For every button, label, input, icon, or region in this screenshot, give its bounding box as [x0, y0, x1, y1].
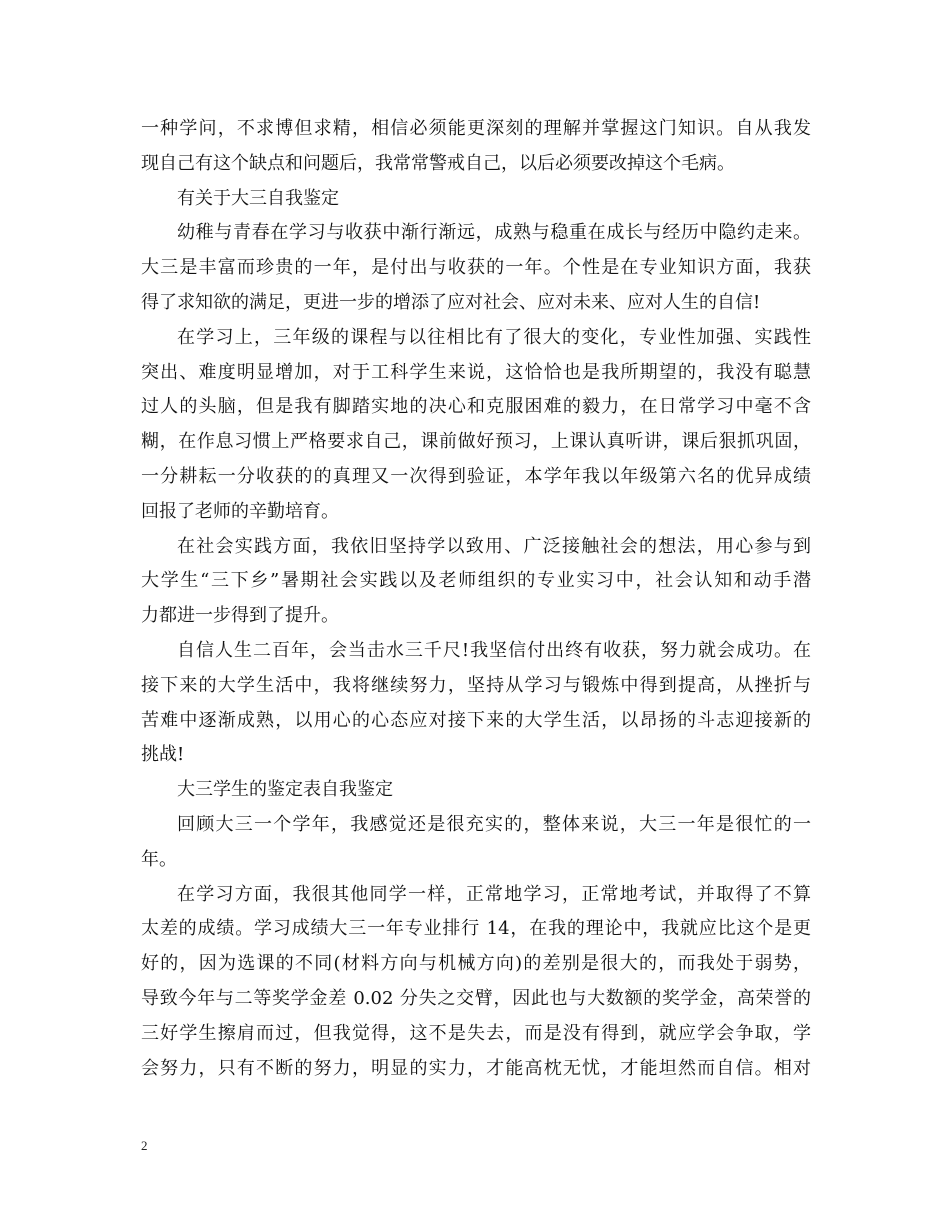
text-line: 三好学生擦肩而过，但我觉得，这不是失去，而是没有得到，就应学会争取，学 [141, 1022, 811, 1044]
text-line: 幼稚与青春在学习与收获中渐行渐远，成熟与稳重在成长与经历中隐约走来。 [177, 222, 811, 244]
text-line: 太差的成绩。学习成绩大三一年专业排行 14，在我的理论中，我就应比这个是更 [141, 918, 811, 940]
section-heading: 大三学生的鉴定表自我鉴定 [177, 779, 393, 801]
text-line: 自信人生二百年，会当击水三千尺!我坚信付出终有收获，努力就会成功。在 [177, 639, 811, 661]
text-line: 得了求知欲的满足，更进一步的增添了应对社会、应对未来、应对人生的自信! [141, 291, 761, 313]
text-line: 接下来的大学生活中，我将继续努力，坚持从学习与锻炼中得到提高，从挫折与 [141, 674, 811, 696]
text-line: 大三是丰富而珍贵的一年，是付出与收获的一年。个性是在专业知识方面，我获 [141, 257, 811, 279]
text-line: 回报了老师的辛勤培育。 [141, 500, 339, 522]
text-line: 在学习上，三年级的课程与以往相比有了很大的变化，专业性加强、实践性 [177, 326, 811, 348]
text-line: 一分耕耘一分收获的的真理又一次得到验证，本学年我以年级第六名的优异成绩 [141, 465, 811, 487]
text-line: 一种学问，不求博但求精，相信必须能更深刻的理解并掌握这门知识。自从我发 [141, 118, 811, 139]
text-line: 导致今年与二等奖学金差 0.02 分失之交臂，因此也与大数额的奖学金，高荣誉的 [141, 987, 811, 1009]
text-line: 过人的头脑，但是我有脚踏实地的决心和克服困难的毅力，在日常学习中毫不含 [141, 396, 811, 418]
text-line: 突出、难度明显增加，对于工科学生来说，这恰恰也是我所期望的，我没有聪慧 [141, 361, 811, 383]
text-line: 在社会实践方面，我依旧坚持学以致用、广泛接触社会的想法，用心参与到 [177, 535, 811, 557]
text-line: 大学生“三下乡”暑期社会实践以及老师组织的专业实习中，社会认知和动手潜 [141, 570, 811, 592]
text-line: 回顾大三一个学年，我感觉还是很充实的，整体来说，大三一年是很忙的一 [177, 813, 811, 835]
document-body [141, 112, 811, 1086]
section-heading: 有关于大三自我鉴定 [177, 187, 339, 209]
text-line: 糊，在作息习惯上严格要求自己，课前做好预习，上课认真听讲，课后狠抓巩固， [141, 431, 811, 453]
text-line: 年。 [141, 848, 177, 870]
text-line: 现自己有这个缺点和问题后，我常常警戒自己，以后必须要改掉这个毛病。 [141, 152, 735, 174]
text-line: 在学习方面，我很其他同学一样，正常地学习，正常地考试，并取得了不算 [177, 883, 811, 905]
text-line: 会努力，只有不断的努力，明显的实力，才能高枕无忧，才能坦然而自信。相对 [141, 1057, 811, 1079]
page-number: 2 [141, 1138, 148, 1153]
text-line: 力都进一步得到了提升。 [141, 605, 339, 627]
text-line: 挑战! [141, 744, 185, 766]
text-line: 苦难中逐渐成熟，以用心的心态应对接下来的大学生活，以昂扬的斗志迎接新的 [141, 709, 811, 731]
text-line: 好的，因为选课的不同(材料方向与机械方向)的差别是很大的，而我处于弱势， [141, 953, 811, 975]
